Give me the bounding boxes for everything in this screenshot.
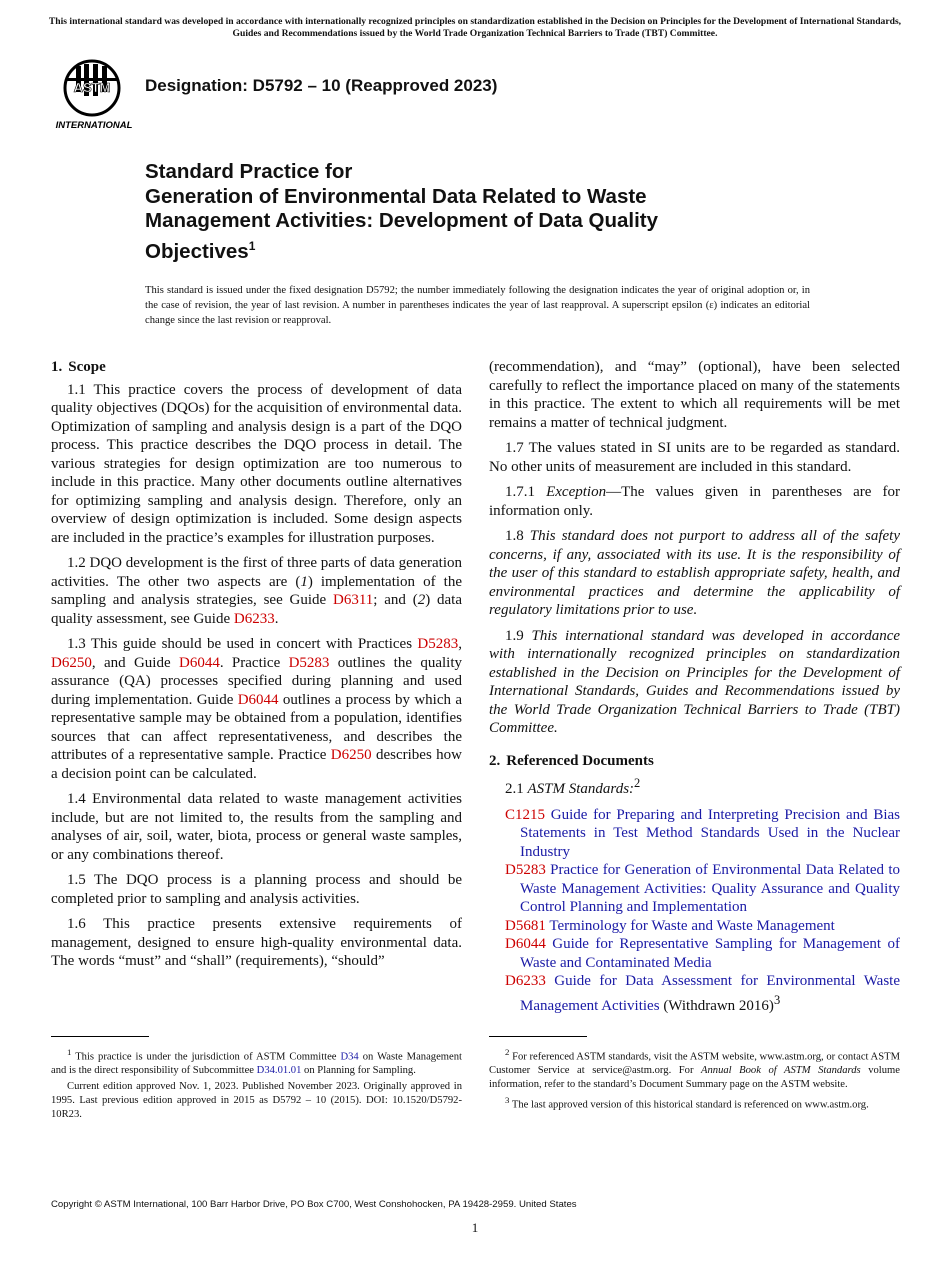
right-column [489, 358, 900, 1015]
astm-logo-icon [52, 56, 136, 132]
ref-link-d6250[interactable]: D6250 [330, 747, 372, 763]
title-line-1: Standard Practice for [145, 160, 353, 183]
ref-link-d6250[interactable]: D6250 [51, 654, 92, 671]
designation: Designation: D5792 – 10 (Reapproved 2023) [145, 76, 498, 95]
title-footnote-mark: 1 [248, 238, 256, 253]
footnote-1: $^1$ This practice is under the jurisdiction of ASTM Committee D34 on Waste Management and is the direct responsibility of Subcommittee D34.01.01 on Planning for Sampling. [51, 1047, 462, 1077]
para-2-1: 2.1 ASTM Standards:$^2$ [505, 776, 641, 797]
footnote-2: $^2$ For referenced ASTM standards, visit the ASTM website, www.astm.org, or contact ASTM Customer Service at service@astm.org. For Annual Book of ASTM Standards volume information, refer to the standard’s Document Summary page on the ASTM website. [489, 1047, 900, 1091]
ref-link-d6044[interactable]: D6044 [237, 691, 279, 708]
document-title [145, 160, 785, 264]
footnotes-left [51, 1046, 462, 1124]
section-2-heading: 2. Referenced Documents [489, 752, 654, 769]
ref-link-d6311[interactable]: D6311 [333, 592, 374, 608]
page-number: 1 [471, 1220, 479, 1235]
ref-item-d6233[interactable]: D6233 Guide for Data Assessment for Environmental Waste Management Activities (Withdrawn 2016)$^3$ [505, 973, 901, 1014]
para-1-8: 1.8 This standard does not purport to address all of the safety concerns, if any, associated with its use. It is the responsibility of the user of this standard to establish appropriate safety, health, and environmental practices and determine the applicability of regulatory limitations prior to use. [489, 528, 900, 618]
left-column [51, 358, 462, 978]
ref-link-d5283[interactable]: D5283 [288, 654, 330, 671]
subcommittee-link[interactable]: D34.01.01 [256, 1065, 302, 1077]
referenced-documents-list [489, 806, 900, 1016]
para-1-2: 1.2 DQO development is the first of three parts of data generation activities. The other two aspects are (1) implementation of the sampling and analysis strategies, see Guide D6311; and (2) data quality assessment, see Guide D6233. [51, 555, 463, 627]
footnote-divider-right [489, 1036, 587, 1037]
ref-item-c1215[interactable]: C1215 Guide for Preparing and Interpreting Precision and Bias Statements in Test Method Standards Used in the Nuclear Industry [505, 806, 901, 860]
ref-link-d6044[interactable]: D6044 [178, 654, 220, 671]
logo-wordmark: INTERNATIONAL [55, 120, 133, 131]
para-1-4: 1.4 Environmental data related to waste management activities include, but are not limited to, the results from the sampling and analyses of air, soil, water, biota, process or general waste samples, or any combinations thereof. [51, 791, 462, 863]
ref-item-d5283[interactable]: D5283 Practice for Generation of Environmental Data Related to Waste Management Activities: Quality Assurance and Quality Control Planning and Implementation [505, 862, 900, 915]
ref-link-d6233[interactable]: D6233 [233, 610, 275, 627]
footnotes-right [489, 1046, 900, 1114]
committee-link-d34[interactable]: D34 [340, 1051, 359, 1063]
title-line-4: Objectives [145, 239, 249, 263]
para-1-1: 1.1 This practice covers the process of development of data quality objectives (DQOs) for the acquisition of environmental data. Optimization of sampling and analysis design is a part of the DQO process. This practice describes the DQO process in detail. The various strategies for design optimization are too numerous to include in this practice. Many other documents outline alternatives for optimizing sampling and analysis design. Therefore, only an overview of design optimization is included. Some design aspects are included in the practice’s examples for illustration purposes. [51, 381, 462, 546]
footnote-1-edition: Current edition approved Nov. 1, 2023. Published November 2023. Originally approved in 1995. Last previous edition approved in 2015 as D5792 – 10 (2015). DOI: 10.1520/D5792-10R23. [51, 1081, 462, 1120]
para-1-9: 1.9 This international standard was developed in accordance with internationally recognized principles on standardization established in the Decision on Principles for the Development of International Standards, Guides and Recommendations issued by the World Trade Organization Technical Barriers to Trade (TBT) Committee. [489, 627, 901, 736]
ref-link-d5283[interactable]: D5283 [417, 636, 459, 652]
copyright-line: Copyright © ASTM International, 100 Barr Harbor Drive, PO Box C700, West Conshohocken, PA 19428-2959. United States [51, 1199, 577, 1210]
para-1-7-1: 1.7.1 Exception—The values given in parentheses are for information only. [489, 484, 901, 519]
ref-item-d5681[interactable]: D5681 Terminology for Waste and Waste Management [505, 917, 835, 934]
footnote-divider-left [51, 1036, 149, 1037]
title-line-2: Generation of Environmental Data Related to Waste [145, 184, 647, 208]
svg-text:ASTM: ASTM [73, 80, 111, 95]
ref-item-d6044[interactable]: D6044 Guide for Representative Sampling for Management of Waste and Contaminated Media [505, 936, 901, 971]
preamble: This standard is issued under the fixed designation D5792; the number immediately following the designation indicates the year of original adoption or, in the case of revision, the year of last revision. A number in parentheses indicates the year of last reapproval. A superscript epsilon (ε) indicates an editorial change since the last revision or reapproval. [145, 285, 810, 326]
para-1-3: 1.3 This guide should be used in concert with Practices D5283, D6250, and Guide D6044. Practice D5283 outlines the quality assurance (QA) processes specified during planning and used during implementation. Guide D6044 outlines a process by which a representative sample may be obtained from a population, identifies sources that can affect representativeness, and describes the attributes of a representative sample. Practice D6250 describes how a decision point can be calculated. [51, 636, 462, 782]
para-1-6-continued: (recommendation), and “may” (optional), have been selected carefully to reflect the importance placed on many of the statements in this practice. The extent to which all requirements will be met remains a matter of technical judgment. [489, 359, 900, 431]
astm-logo [52, 56, 136, 132]
para-1-5: 1.5 The DQO process is a planning process and should be completed prior to sampling and analysis activities. [51, 872, 462, 907]
section-1-heading: 1. Scope [51, 359, 106, 375]
para-1-6: 1.6 This practice presents extensive requirements of management, designed to ensure high-quality environmental data. The words “must” and “shall” (requirements), “should” [51, 916, 462, 969]
tbt-notice: This international standard was developed in accordance with internationally recognized principles on standardization established in the Decision on Principles for the Development of International Standards, Guides and Recommendations issued by the World Trade Organization Technical Barriers to Trade (TBT) Committee. [48, 16, 902, 39]
para-1-7: 1.7 The values stated in SI units are to be regarded as standard. No other units of measurement are included in this standard. [489, 440, 900, 475]
footnote-3: $^3$ The last approved version of this historical standard is referenced on www.astm.org. [505, 1094, 869, 1111]
title-line-3: Management Activities: Development of Data Quality [145, 209, 658, 232]
